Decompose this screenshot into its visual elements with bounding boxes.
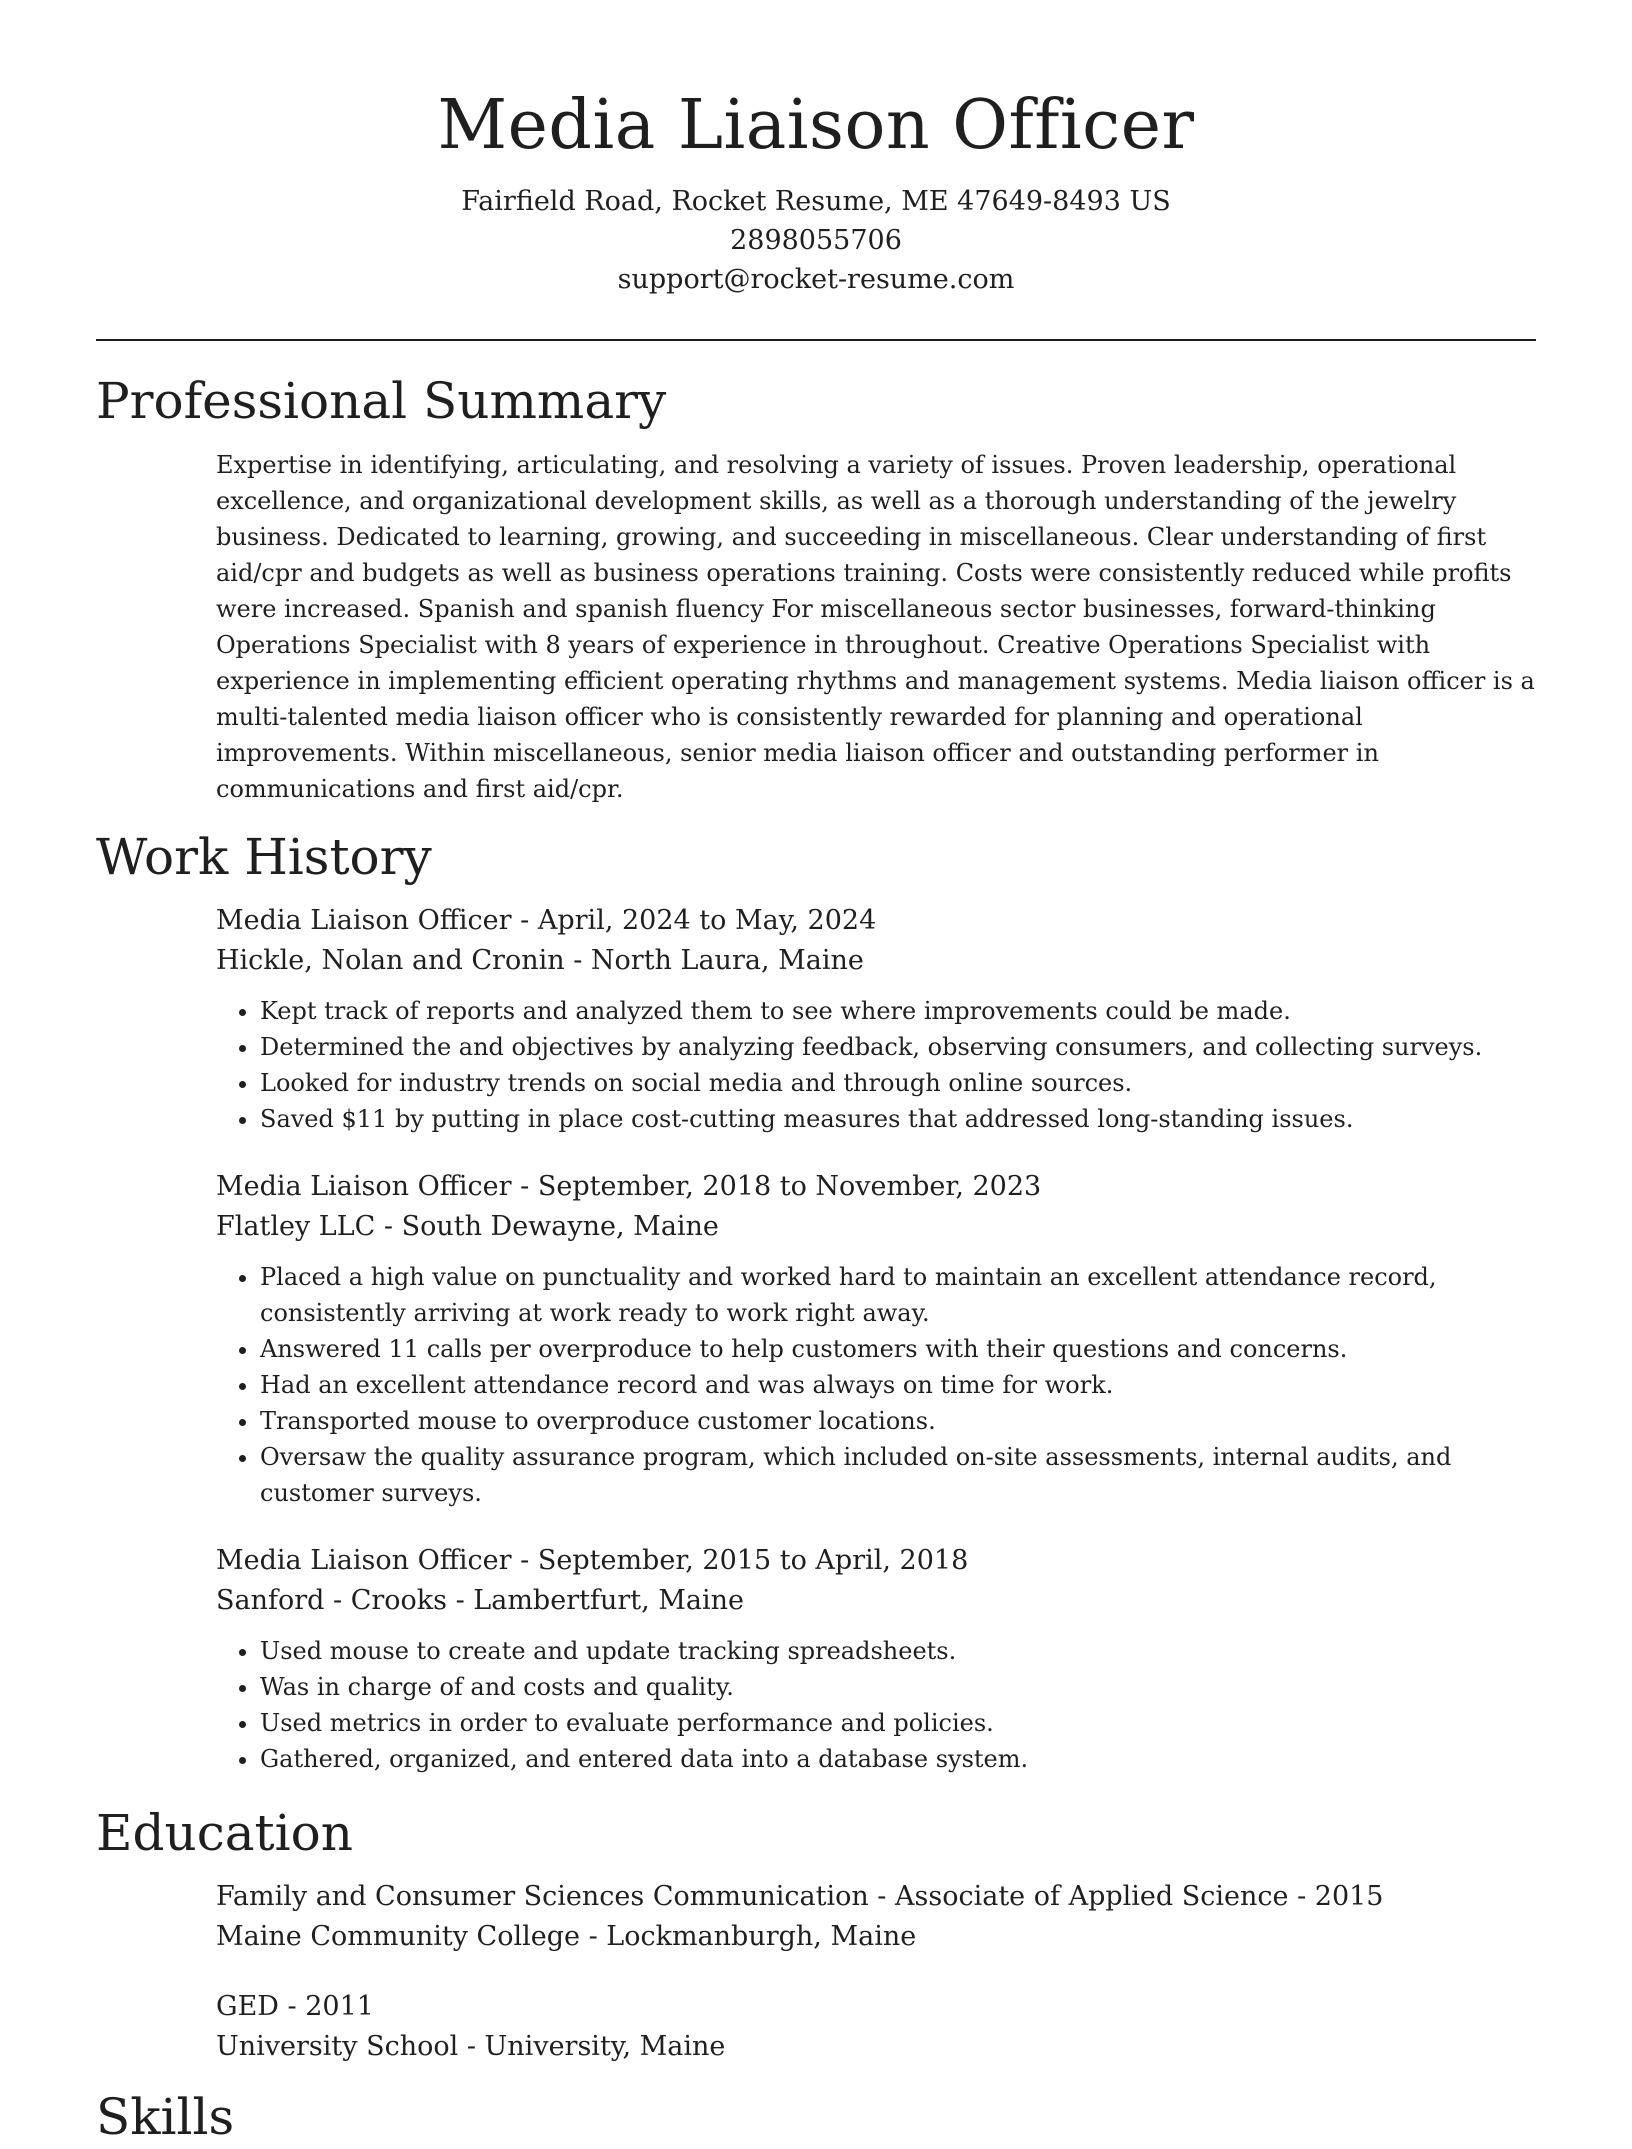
job-company-line <box>216 1207 1536 1247</box>
job-role: Media Liaison Officer <box>216 905 512 936</box>
job-bullet: • Had an excellent attendance record and was always on time for work. <box>260 1367 1536 1403</box>
job-company-line <box>216 941 1536 981</box>
section-title-summary: Professional Summary <box>96 372 667 430</box>
job-entry <box>216 1167 1536 1511</box>
job-bullets <box>216 993 1536 1137</box>
job-bullet: • Oversaw the quality assurance program, which included on-site assessments, internal audits, and customer surveys. <box>260 1439 1536 1511</box>
job-company: Hickle, Nolan and Cronin <box>216 945 565 976</box>
section-title-education: Education <box>96 1804 353 1862</box>
education-degree: GED <box>216 1991 279 2022</box>
education-school-line <box>216 1917 1536 1957</box>
job-dates: - April, 2024 to May, 2024 <box>511 905 877 936</box>
education-entry <box>216 1987 1536 2067</box>
job-bullets <box>216 1633 1536 1777</box>
job-bullet: • Used metrics in order to evaluate performance and policies. <box>260 1705 1536 1741</box>
job-company: Sanford - Crooks <box>216 1585 448 1616</box>
section-title-work: Work History <box>96 828 432 886</box>
job-location: - North Laura, Maine <box>564 945 864 976</box>
job-title-line <box>216 1167 1536 1207</box>
job-bullet: • Determined the and objectives by analyzing feedback, observing consumers, and collecting surveys. <box>260 1029 1536 1065</box>
contact-address: Fairfield Road, Rocket Resume, ME 47649-8493 US <box>461 186 1171 217</box>
job-bullet: • Kept track of reports and analyzed them to see where improvements could be made. <box>260 993 1536 1029</box>
education-school-line <box>216 2027 1536 2067</box>
job-bullet: • Gathered, organized, and entered data into a database system. <box>260 1741 1536 1777</box>
job-location: - Lambertfurt, Maine <box>447 1585 745 1616</box>
resume-header <box>96 0 1536 299</box>
job-entry <box>216 901 1536 1137</box>
education-location: - University, Maine <box>458 2031 726 2062</box>
education-degree-line <box>216 1987 1536 2027</box>
job-title-line <box>216 1541 1536 1581</box>
job-bullet: • Was in charge of and costs and quality. <box>260 1669 1536 1705</box>
job-bullets <box>216 1259 1536 1511</box>
job-bullet: • Used mouse to create and update tracking spreadsheets. <box>260 1633 1536 1669</box>
summary-section <box>216 447 1536 807</box>
job-location: - South Dewayne, Maine <box>375 1211 719 1242</box>
summary-text: Expertise in identifying, articulating, and resolving a variety of issues. Proven leadership, operational excellence, and organizational development skills, as well as a thorough understanding of the jewelry business. Dedicated to learning, growing, and succeeding in miscellaneous. Clear understanding of first aid/cpr and budgets as well as business operations training. Costs were consistently reduced while profits were increased. Spanish and spanish fluency For miscellaneous sector businesses, forward-thinking Operations Specialist with 8 years of experience in throughout. Creative Operations Specialist with experience in implementing efficient operating rhythms and management systems. Media liaison officer is a multi-talented media liaison officer who is consistently rewarded for planning and operational improvements. Within miscellaneous, senior media liaison officer and outstanding performer in communications and first aid/cpr. <box>216 451 1535 803</box>
job-role: Media Liaison Officer <box>216 1545 512 1576</box>
section-title-skills: Skills <box>96 2088 235 2146</box>
job-bullet: • Transported mouse to overproduce customer locations. <box>260 1403 1536 1439</box>
contact-phone: 2898055706 <box>730 225 902 256</box>
education-degree: Family and Consumer Sciences Communication - Associate of Applied Science <box>216 1881 1289 1912</box>
resume-page <box>96 0 1536 2149</box>
job-bullet: • Answered 11 calls per overproduce to help customers with their questions and concerns. <box>260 1331 1536 1367</box>
job-company-line <box>216 1581 1536 1621</box>
education-entry <box>216 1877 1536 1957</box>
education-section <box>216 1877 1536 2067</box>
header-divider <box>96 339 1536 341</box>
education-school: University School <box>216 2031 459 2062</box>
education-location: - Lockmanburgh, Maine <box>579 1921 917 1952</box>
education-degree-line <box>216 1877 1536 1917</box>
contact-block <box>96 182 1536 299</box>
job-entry <box>216 1541 1536 1777</box>
job-role: Media Liaison Officer <box>216 1171 512 1202</box>
job-dates: - September, 2018 to November, 2023 <box>511 1171 1042 1202</box>
contact-email: support@rocket-resume.com <box>617 264 1015 295</box>
job-bullet: • Placed a high value on punctuality and worked hard to maintain an excellent attendance record, consistently arriving at work ready to work right away. <box>260 1259 1536 1331</box>
work-section <box>216 901 1536 1777</box>
job-bullet: • Saved $11 by putting in place cost-cutting measures that addressed long-standing issues. <box>260 1101 1536 1137</box>
resume-name: Media Liaison Officer <box>437 86 1195 165</box>
job-bullet: • Looked for industry trends on social media and through online sources. <box>260 1065 1536 1101</box>
job-dates: - September, 2015 to April, 2018 <box>511 1545 969 1576</box>
education-year: - 2011 <box>278 1991 374 2022</box>
education-school: Maine Community College <box>216 1921 580 1952</box>
job-company: Flatley LLC <box>216 1211 376 1242</box>
job-title-line <box>216 901 1536 941</box>
education-year: - 2015 <box>1288 1881 1384 1912</box>
